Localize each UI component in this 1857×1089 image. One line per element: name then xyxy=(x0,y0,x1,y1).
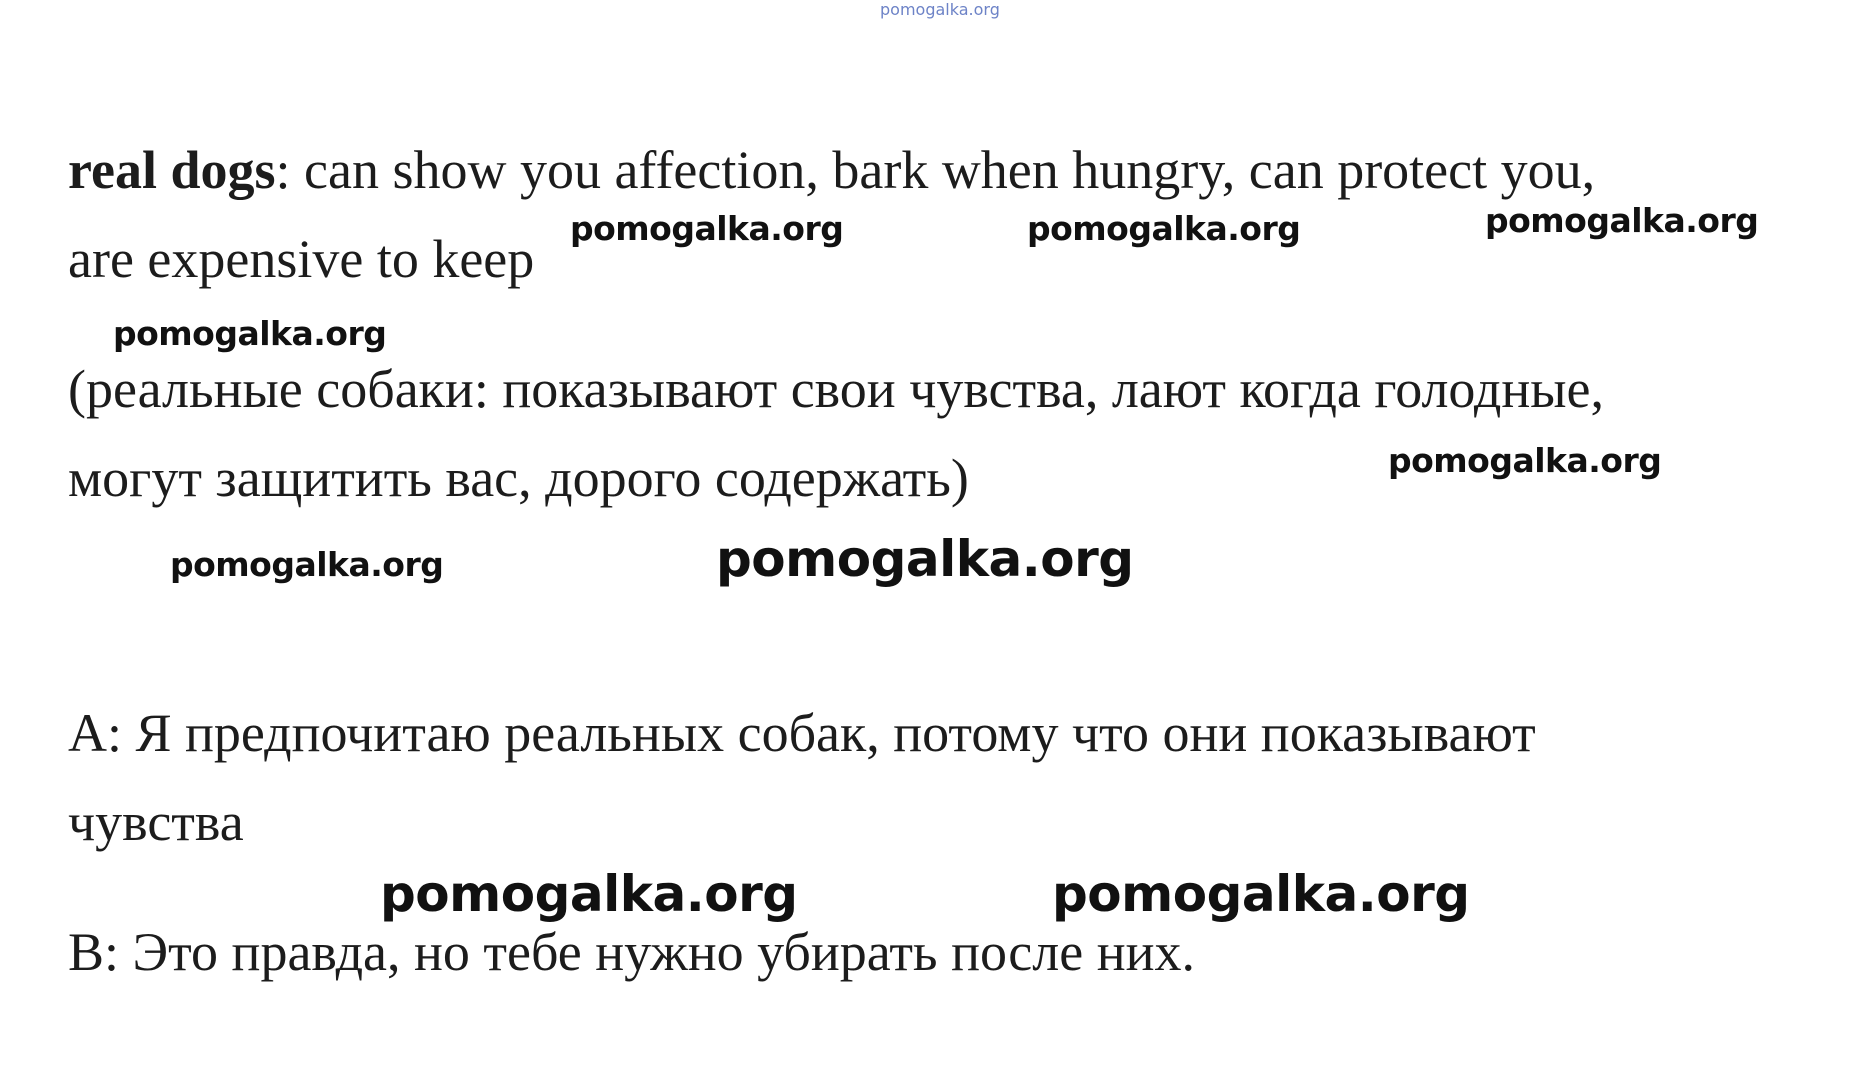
dialogue-a-line-2: чувства xyxy=(68,792,244,852)
watermark: pomogalka.org xyxy=(1027,209,1301,248)
watermark: pomogalka.org xyxy=(113,314,387,353)
dialogue-a-line-1: A: Я предпочитаю реальных собак, потому что они показывают xyxy=(68,703,1536,763)
header-watermark: pomogalka.org xyxy=(880,0,1000,19)
watermark: pomogalka.org xyxy=(716,530,1134,588)
watermark: pomogalka.org xyxy=(1485,201,1759,240)
term-definition: : can show you affection, bark when hungry, can protect you, xyxy=(275,140,1596,200)
paragraph-1-line-2: are expensive to keep xyxy=(68,229,535,289)
watermark: pomogalka.org xyxy=(380,865,798,923)
watermark: pomogalka.org xyxy=(570,209,844,248)
paragraph-2-line-2: могут защитить вас, дорого содержать) xyxy=(68,448,969,508)
dialogue-b-line-1: B: Это правда, но тебе нужно убирать после них. xyxy=(68,922,1195,982)
paragraph-1-line-1 xyxy=(68,138,1595,202)
watermark: pomogalka.org xyxy=(1052,865,1470,923)
watermark: pomogalka.org xyxy=(1388,441,1662,480)
watermark: pomogalka.org xyxy=(170,545,444,584)
term-real-dogs: real dogs xyxy=(68,140,276,200)
paragraph-2-line-1: (реальные собаки: показывают свои чувства, лают когда голодные, xyxy=(68,359,1604,419)
